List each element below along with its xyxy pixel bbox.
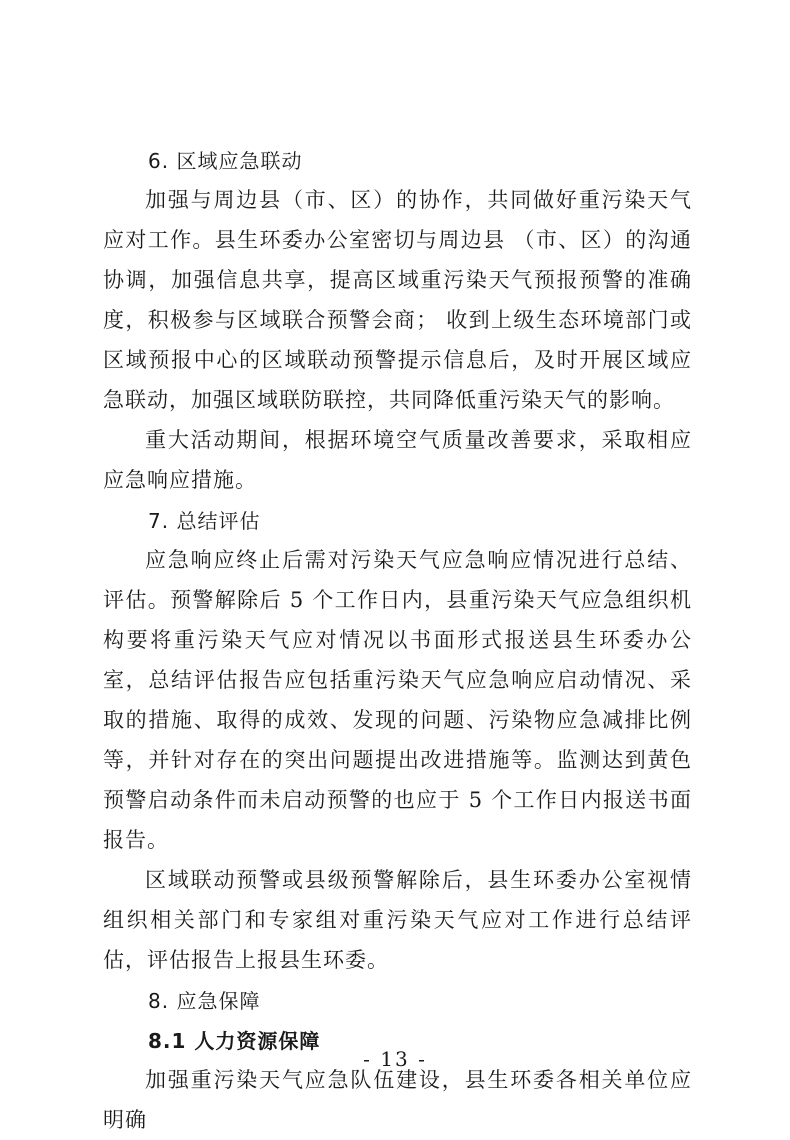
section-6-paragraph-2: 重大活动期间，根据环境空气质量改善要求，采取相应应急响应措施。 [103, 428, 692, 492]
section-7-heading: 7. 总结评估 [148, 509, 261, 533]
section-8-1-heading: 8.1 人力资源保障 [148, 1029, 321, 1053]
page-number: - 13 - [363, 1047, 427, 1071]
section-7-paragraph-1: 应急响应终止后需对污染天气应急响应情况进行总结、评估。预警解除后 5 个工作日内，县重污染天气应急组织机构要将重污染天气应对情况以书面形式报送县生环委办公室，总结评估报告应包括重污染天气应急响应启动情况、采取的措施、取得的成效、发现的问题、污染物应急减排比例等，并针对存在的突出问题提出改进措施等。监测达到黄色预警启动条件而未启动预警的也应于 5 个工作日内报送书面报告。 [103, 548, 692, 852]
section-8-1-paragraph-1: 加强重污染天气应急队伍建设，县生环委各相关单位应明确 [103, 1068, 692, 1132]
section-6-paragraph-1: 加强与周边县（市、区）的协作，共同做好重污染天气应对工作。县生环委办公室密切与周边县 （市、区）的沟通协调，加强信息共享，提高区域重污染天气预报预警的准确度，积极参与区域联合预警会商； 收到上级生态环境部门或区域预报中心的区域联动预警提示信息后，及时开展区域应急联动，加强区域联防联控，共同降低重污染天气的影响。 [103, 188, 692, 412]
section-8-heading: 8. 应急保障 [148, 989, 261, 1013]
section-7-paragraph-2: 区域联动预警或县级预警解除后，县生环委办公室视情组织相关部门和专家组对重污染天气应对工作进行总结评估，评估报告上报县生环委。 [103, 868, 692, 972]
section-6-heading: 6. 区域应急联动 [148, 149, 303, 173]
